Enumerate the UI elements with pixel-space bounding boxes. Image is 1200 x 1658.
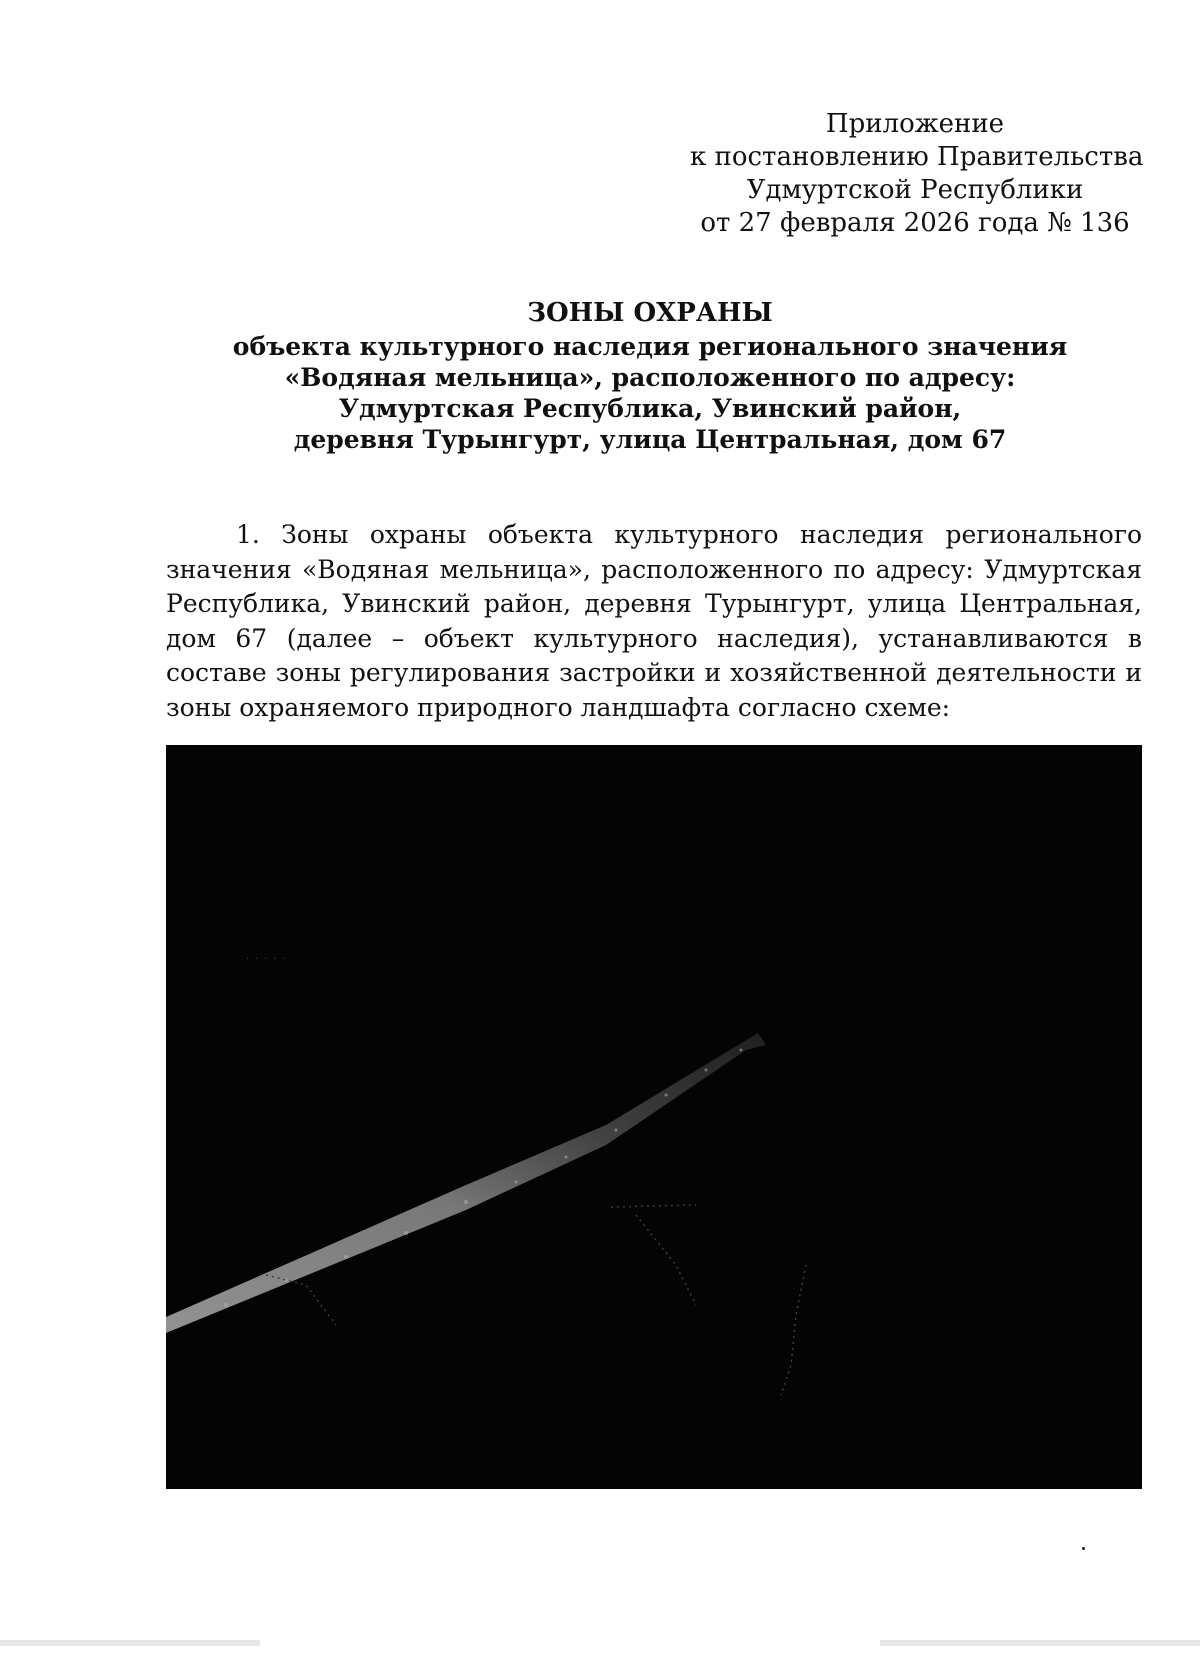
scan-dot: [1082, 1547, 1085, 1550]
title-main: ЗОНЫ ОХРАНЫ: [527, 298, 773, 328]
document-title: [150, 298, 1150, 455]
scan-noise-right: [880, 1640, 1200, 1646]
faint-contours: [266, 1205, 806, 1395]
appendix-header: [690, 108, 1144, 240]
scan-noise-left: [0, 1640, 260, 1646]
title-line-2: «Водяная мельница», расположенного по адресу:: [284, 363, 1016, 392]
protection-zone-scheme: [166, 745, 1142, 1489]
appendix-resolution: к постановлению Правительства: [690, 142, 1144, 172]
title-line-4: деревня Турынгурт, улица Центральная, дом 67: [293, 425, 1007, 454]
appendix-republic: Удмуртской Республики: [746, 175, 1084, 205]
appendix-title: Приложение: [825, 109, 1005, 139]
scheme-faint-label: · · · · ·: [246, 952, 287, 965]
title-line-3: Удмуртская Республика, Увинский район,: [338, 394, 962, 423]
scheme-road: [166, 1033, 766, 1333]
scheme-drawing: [166, 745, 1142, 1489]
title-line-1: объекта культурного наследия регионального значения: [232, 332, 1068, 361]
appendix-date-number: от 27 февраля 2026 года № 136: [700, 208, 1130, 238]
paragraph-1: 1. Зоны охраны объекта культурного наследия регионального значения «Водяная мельница», расположенного по адресу: Удмуртская Республика, Увинский район, деревня Турынгурт, улица Центральная, дом 67 (далее – объект культурного наследия), устанавливаются в составе зоны регулирования застройки и хозяйственной деятельности и зоны охраняемого природного ландшафта согласно схеме:: [166, 520, 1142, 722]
